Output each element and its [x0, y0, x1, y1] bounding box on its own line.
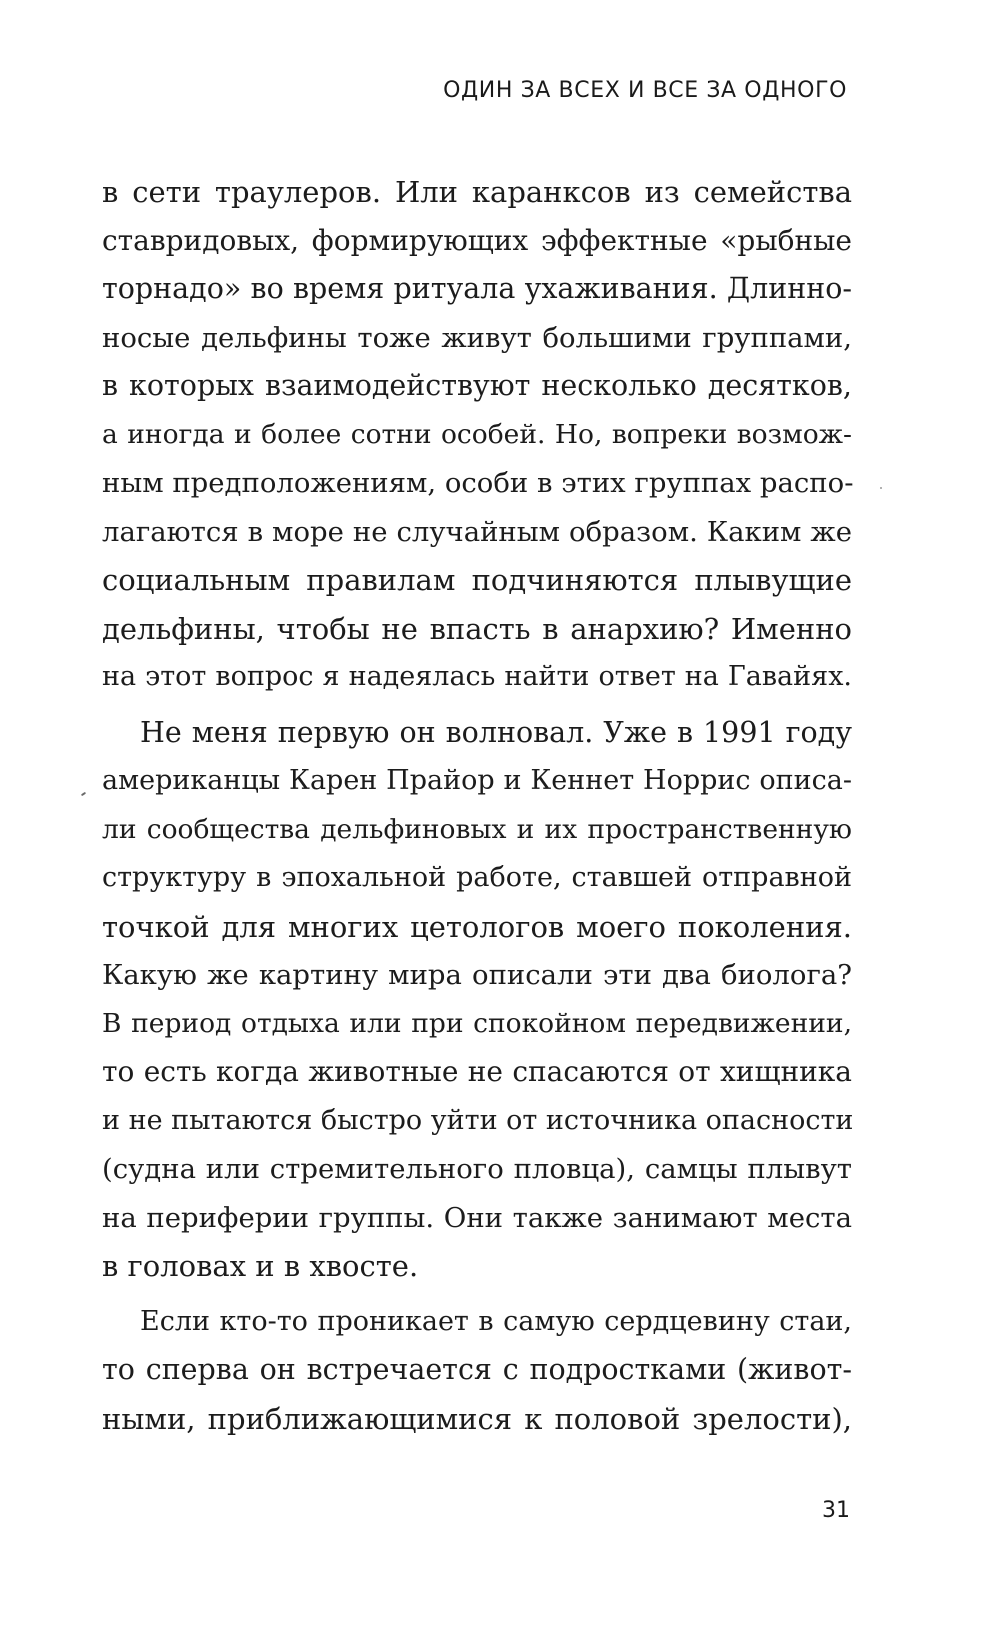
text-line: дельфины, чтобы не впасть в анархию? Именно: [102, 611, 852, 646]
text-line: социальным правилам подчиняются плывущие: [102, 563, 852, 597]
text-line: точкой для многих цетологов моего поколения.: [102, 909, 852, 944]
text-line: Какую же картину мира описали эти два биолога?: [102, 959, 852, 991]
text-line: ными, приближающимися к половой зрелости),: [102, 1401, 852, 1436]
text-line: носые дельфины тоже живут большими группами,: [102, 321, 852, 354]
running-head: ОДИН ЗА ВСЕХ И ВСЕ ЗА ОДНОГО: [443, 78, 847, 103]
paragraph-gap: [102, 702, 852, 709]
text-line: ли сообщества дельфиновых и их пространственную: [102, 813, 852, 845]
text-line: американцы Карен Прайор и Кеннет Норрис описа-: [102, 765, 852, 796]
text-line: ставридовых, формирующих эффектные «рыбные: [102, 223, 852, 257]
text-line: и не пытаются быстро уйти от источника опасности: [102, 1104, 854, 1136]
text-line: торнадо» во время ритуала ухаживания. Длинно-: [102, 272, 852, 305]
text-line: то сперва он встречается с подростками (живот-: [102, 1353, 852, 1386]
text-line: В период отдыха или при спокойном передвижении,: [102, 1007, 852, 1039]
text-line: ным предположениям, особи в этих группах распо-: [102, 467, 854, 499]
text-line: структуру в эпохальной работе, ставшей отправной: [102, 862, 852, 893]
text-line: Если кто-то проникает в самую сердцевину стаи,: [140, 1305, 852, 1337]
text-line: Не меня первую он волновал. Уже в 1991 году: [140, 715, 852, 749]
text-line: в которых взаимодействуют несколько десятков,: [102, 369, 852, 402]
text-line: в сети траулеров. Или каранксов из семейства: [102, 175, 852, 209]
text-line: лагаются в море не случайным образом. Каким же: [102, 515, 852, 548]
body-text: [102, 168, 852, 1443]
text-line: в головах и в хвосте.: [102, 1249, 419, 1283]
text-line: то есть когда животные не спасаются от хищника: [102, 1055, 852, 1088]
text-line: а иногда и более сотни особей. Но, вопреки возмож-: [102, 418, 852, 450]
print-speck: [880, 487, 882, 489]
text-line: на периферии группы. Они также занимают места: [102, 1201, 852, 1234]
text-line: (судна или стремительного пловца), самцы плывут: [102, 1153, 852, 1185]
text-line: на этот вопрос я надеялась найти ответ на Гавайях.: [102, 661, 852, 692]
page-number: 31: [822, 1498, 850, 1523]
paragraph-gap: [102, 1291, 852, 1298]
print-speck: [81, 792, 86, 797]
